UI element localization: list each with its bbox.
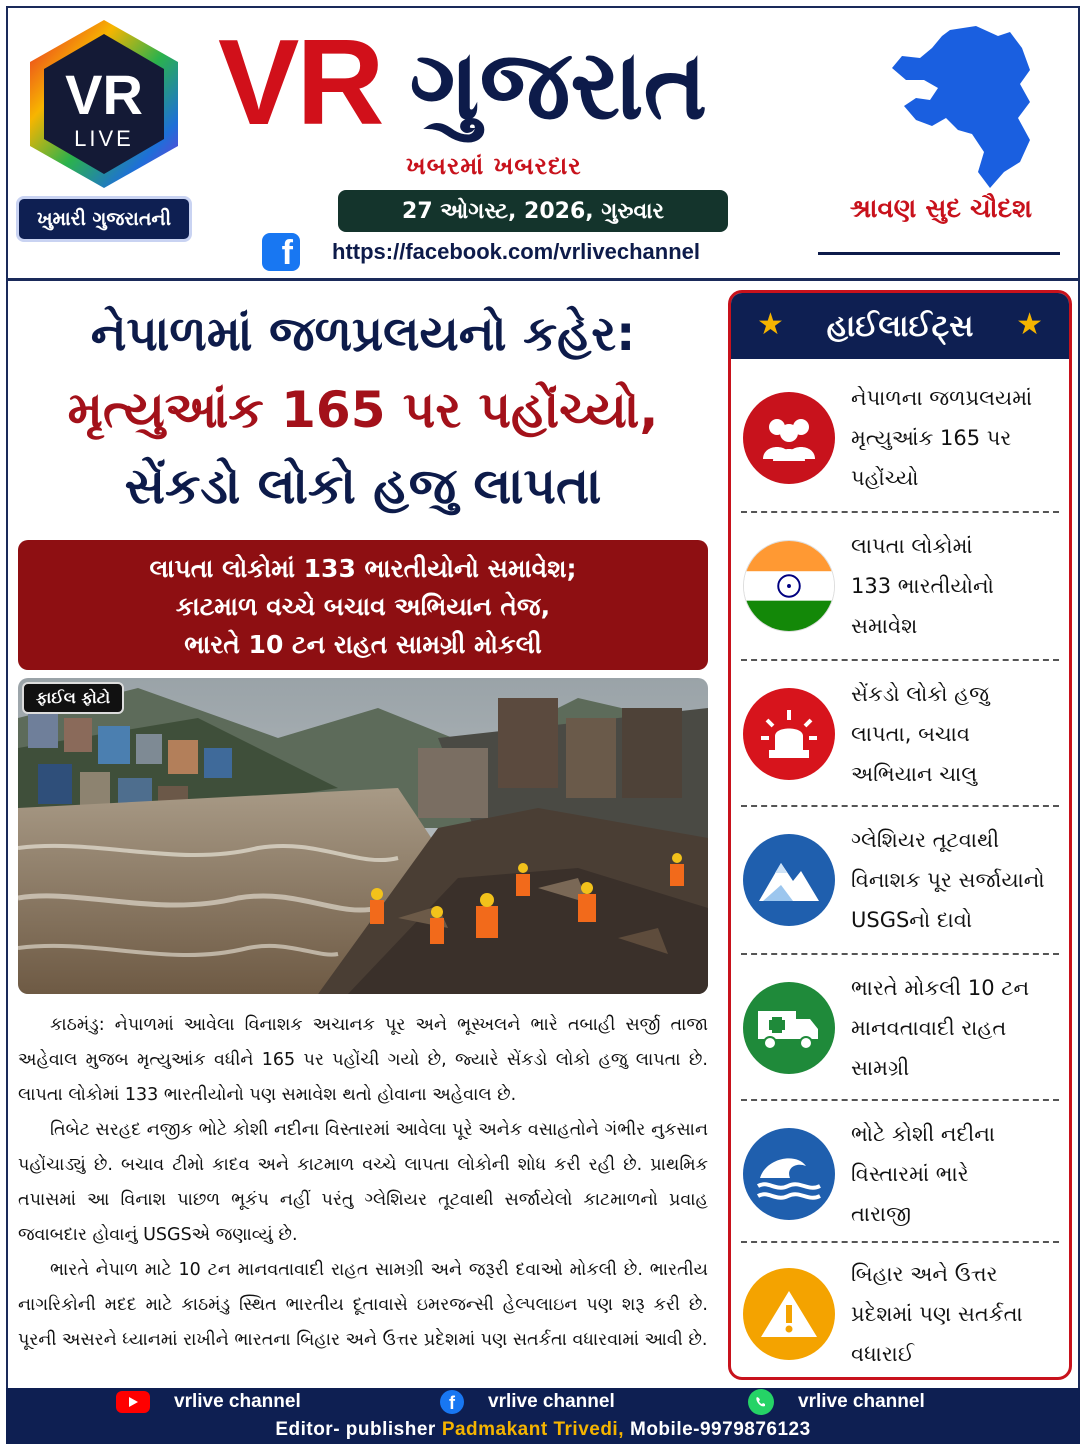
editor-prefix: Editor- publisher xyxy=(275,1419,436,1440)
highlight-line: તારાજી xyxy=(851,1202,911,1226)
highlight-text xyxy=(851,968,1029,1088)
people-icon xyxy=(743,392,835,484)
subhead-line-3: ભારતે 10 ટન રાહત સામગ્રી મોકલી xyxy=(184,630,542,659)
article-paragraph-3: ભારતે નેપાળ માટે 10 ટન માનવતાવાદી રાહત સામગ્રી અને જરૂરી દવાઓ મોકલી છે. ભારતીય નાગરિકોની મદદ માટે કાઠમંડુ સ્થિત ભારતીય દૂતાવાસે ઇમરજન્સી હેલ્પલાઇન પણ શરૂ કરી છે. પૂરની અસરને ધ્યાનમાં રાખીને ભારતના બિહાર અને ઉત્તર પ્રદેશમાં પણ સતર્કતા વધારવામાં આવી છે. xyxy=(18,1260,708,1350)
facebook-label: vrlive channel xyxy=(488,1391,615,1412)
subhead-line-1: લાપતા લોકોમાં 133 ભારતીયોનો સમાવેશ; xyxy=(149,554,577,583)
highlight-item xyxy=(739,1241,1061,1380)
brand-vr: VR xyxy=(218,14,382,150)
highlight-item xyxy=(739,365,1061,511)
highlight-line: USGSનો દાવો xyxy=(851,908,973,932)
highlight-line: ભોટે કોશી નદીના xyxy=(851,1122,996,1146)
highlight-line: સામગ્રી xyxy=(851,1056,910,1080)
highlight-text xyxy=(851,1114,995,1234)
highlight-item xyxy=(739,661,1061,807)
headline-line-3: સેંકડો લોકો હજુ લાપતા xyxy=(124,457,602,515)
tithi-underline xyxy=(818,252,1060,255)
date-bar: 27 ઓગસ્ટ, 2026, ગુરુવાર xyxy=(338,190,728,232)
subhead-line-2: કાટમાળ વચ્ચે બચાવ અભિયાન તેજ, xyxy=(175,592,551,621)
highlight-line: બિહાર અને ઉત્તર xyxy=(851,1262,998,1286)
highlight-line: વધારાઈ xyxy=(851,1342,915,1366)
flood-wave-icon xyxy=(743,1128,835,1220)
highlight-item xyxy=(739,807,1061,953)
vr-live-logo xyxy=(28,18,180,190)
star-icon: ★ xyxy=(1016,307,1043,342)
article-paragraph-1: કાઠમંડુ: નેપાળમાં આવેલા વિનાશક અચાનક પૂર અને ભૂસ્ખલને ભારે તબાહી સર્જી તાજા અહેવાલ મુજબ મૃત્યુઆંક વધીને 165 પર પહોંચી ગયો છે, જ્યારે સેંકડો લોકો હજુ લાપતા છે. લાપતા લોકોમાં 133 ભારતીયોનો પણ સમાવેશ થતો હોવાના અહેવાલ છે. xyxy=(18,1015,708,1105)
highlights-title: હાઈલાઈટ્સ xyxy=(826,308,974,344)
slogan: ખબરમાં ખબરદાર xyxy=(406,152,582,180)
facebook-icon: f xyxy=(262,233,300,271)
highlight-line: ગ્લેશિયર તૂટવાથી xyxy=(851,828,1000,852)
facebook-url[interactable]: https://facebook.com/vrlivechannel xyxy=(332,239,700,264)
highlights-panel xyxy=(728,290,1072,1380)
highlight-line: પહોંચ્યો xyxy=(851,466,919,490)
main-headline xyxy=(18,296,708,524)
highlight-line: સેંકડો લોકો હજુ xyxy=(851,682,989,706)
tithi: શ્રાવણ સુદ ચૌદશ xyxy=(849,194,1033,224)
highlight-line: લાપતા લોકોમાં xyxy=(851,534,973,558)
warning-icon xyxy=(743,1268,835,1360)
subheadline-box xyxy=(18,540,708,670)
highlight-line: ભારતે મોકલી 10 ટન xyxy=(851,976,1030,1000)
logo-live-text: LIVE xyxy=(74,126,134,151)
highlights-header xyxy=(731,293,1069,359)
highlight-line: વિનાશક પૂર સર્જાયાનો xyxy=(851,868,1045,892)
highlight-text xyxy=(851,820,1045,940)
whatsapp-link[interactable] xyxy=(748,1389,925,1415)
whatsapp-label: vrlive channel xyxy=(798,1391,925,1412)
editor-footer xyxy=(6,1416,1080,1444)
article-paragraph-2: તિબેટ સરહદ નજીક ભોટે કોશી નદીના વિસ્તારમાં આવેલા પૂરે અનેક વસાહતોને ગંભીર નુકસાન પહોંચાડ્યું છે. બચાવ ટીમો કાદવ અને કાટમાળ વચ્ચે લાપતા લોકોની શોધ કરી રહી છે. પ્રાથમિક તપાસમાં આ વિનાશ પાછળ ભૂકંપ નહીં પરંતુ ગ્લેશિયર તૂટવાથી સર્જાયેલો કાટમાળનો પ્રવાહ જવાબદાર હોવાનું USGSએ જણાવ્યું છે. xyxy=(18,1120,708,1245)
highlight-line: મૃત્યુઆંક 165 પર xyxy=(851,426,1012,450)
flood-rescue-photo xyxy=(18,678,708,994)
highlight-line: 133 ભારતીયોનો xyxy=(851,574,994,598)
relief-truck-icon xyxy=(743,982,835,1074)
masthead xyxy=(0,0,1086,282)
file-photo-tag: ફાઈલ ફોટો xyxy=(22,682,124,714)
india-flag-icon xyxy=(743,540,835,632)
header-divider xyxy=(6,278,1080,281)
gujarat-map-icon xyxy=(880,22,1060,192)
facebook-link-row[interactable] xyxy=(262,232,700,272)
highlight-item xyxy=(739,1101,1061,1247)
article-body xyxy=(18,1008,708,1358)
highlight-item xyxy=(739,513,1061,659)
highlight-text xyxy=(851,674,989,794)
highlight-text xyxy=(851,378,1032,498)
highlight-line: પ્રદેશમાં પણ સતર્કતા xyxy=(851,1302,1023,1326)
headline-line-1: નેપાળમાં જળપ્રલયનો કહેર: xyxy=(90,306,636,362)
whatsapp-icon xyxy=(748,1389,774,1415)
youtube-link[interactable] xyxy=(116,1391,301,1413)
highlight-line: નેપાળના જળપ્રલયમાં xyxy=(851,386,1033,410)
highlight-line: સમાવેશ xyxy=(851,614,918,638)
siren-icon xyxy=(743,688,835,780)
facebook-icon: f xyxy=(440,1390,464,1414)
facebook-footer-link[interactable] xyxy=(440,1390,615,1414)
editor-mobile: Mobile-9979876123 xyxy=(630,1419,811,1440)
editor-name: Padmakant Trivedi, xyxy=(441,1419,624,1440)
highlight-line: માનવતાવાદી રાહત xyxy=(851,1016,1007,1040)
highlight-line: વિસ્તારમાં ભારે xyxy=(851,1162,969,1186)
logo-vr-text: VR xyxy=(65,63,143,126)
social-footer xyxy=(6,1388,1080,1416)
highlight-line: અભિયાન ચાલુ xyxy=(851,762,978,786)
headline-line-2: મૃત્યુઆંક 165 પર પહોંચ્યો, xyxy=(67,381,659,439)
star-icon: ★ xyxy=(757,307,784,342)
highlight-text xyxy=(851,1254,1023,1374)
highlight-line: લાપતા, બચાવ xyxy=(851,722,970,746)
youtube-icon xyxy=(116,1391,150,1413)
glacier-icon xyxy=(743,834,835,926)
highlight-text xyxy=(851,526,994,646)
youtube-label: vrlive channel xyxy=(174,1391,301,1412)
tagline-badge: ખુમારી ગુજરાતની xyxy=(16,196,192,242)
brand-title xyxy=(218,14,708,150)
highlight-item xyxy=(739,955,1061,1101)
brand-gujarat: ગુજરાત xyxy=(409,29,708,141)
